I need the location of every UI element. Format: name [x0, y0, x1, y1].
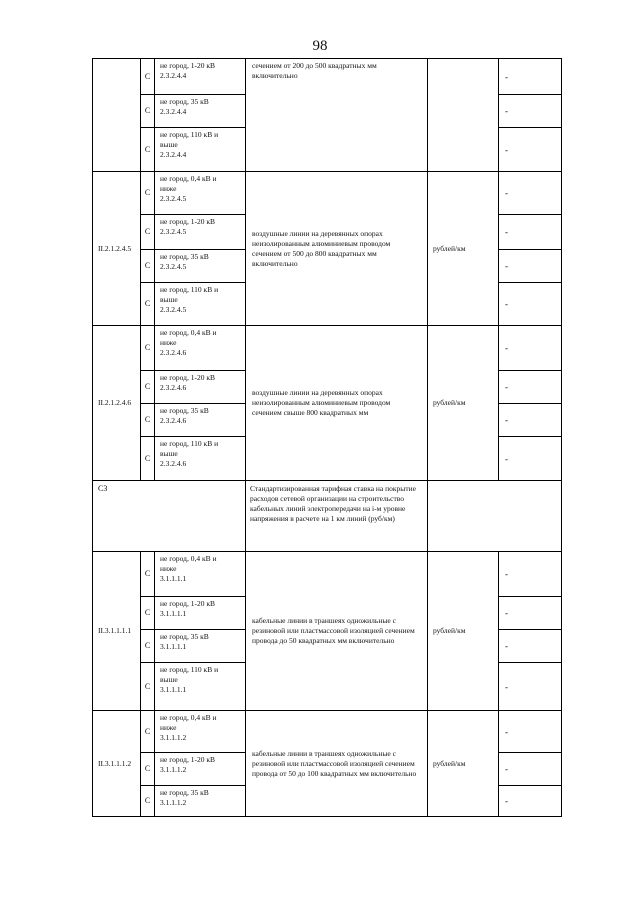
voltage-level: [155, 95, 246, 128]
line-description: кабельные линии в траншеях одножильные с резиновой или пластмассовой изоляцией сечением провода до 50 квадратных мм включительно: [246, 552, 428, 711]
voltage-line: не город, 1-20 кВ: [160, 61, 215, 70]
category-flag: С: [141, 95, 155, 128]
rate-value: -: [499, 250, 562, 283]
voltage-line: ниже: [160, 184, 177, 193]
rate-value: -: [499, 326, 562, 371]
voltage-line: не город, 1-20 кВ: [160, 755, 215, 764]
voltage-line: не город, 1-20 кВ: [160, 217, 215, 226]
voltage-level: [155, 597, 246, 630]
voltage-line: выше: [160, 675, 178, 684]
voltage-line: не город, 110 кВ и: [160, 130, 219, 139]
voltage-level: [155, 59, 246, 95]
category-flag: С: [141, 711, 155, 753]
voltage-line: ниже: [160, 338, 177, 347]
voltage-line: 2.3.2.4.6: [160, 416, 187, 425]
line-description: сечением от 200 до 500 квадратных мм включительно: [246, 59, 428, 172]
category-flag: С: [141, 371, 155, 404]
category-flag: С: [141, 753, 155, 786]
voltage-level: [155, 711, 246, 753]
category-flag: С: [141, 59, 155, 95]
voltage-line: 2.3.2.4.4: [160, 71, 187, 80]
rate-value: -: [499, 404, 562, 437]
voltage-line: не город, 35 кВ: [160, 788, 209, 797]
voltage-line: 3.1.1.1.2: [160, 765, 187, 774]
row-code: II.3.1.1.1.2: [93, 711, 141, 817]
section-empty-cell: [428, 481, 562, 552]
rate-value: -: [499, 283, 562, 326]
unit-of-measure: рублей/км: [428, 326, 499, 481]
voltage-line: не город, 35 кВ: [160, 97, 209, 106]
table-row: [93, 172, 562, 215]
voltage-level: [155, 172, 246, 215]
row-code: [93, 59, 141, 172]
voltage-line: 3.1.1.1.1: [160, 574, 187, 583]
rate-value: -: [499, 371, 562, 404]
line-description: кабельные линии в траншеях одножильные с резиновой или пластмассовой изоляцией сечением провода от 50 до 100 квадратных мм включительно: [246, 711, 428, 817]
unit-of-measure: рублей/км: [428, 552, 499, 711]
voltage-line: 2.3.2.4.5: [160, 262, 187, 271]
rate-value: -: [499, 711, 562, 753]
rate-value: -: [499, 630, 562, 663]
unit-of-measure: [428, 59, 499, 172]
rate-value: -: [499, 437, 562, 481]
voltage-line: 3.1.1.1.2: [160, 733, 187, 742]
tariff-table: [92, 58, 562, 817]
line-description: воздушные линии на деревянных опорах неизолированным алюминиевым проводом сечением свыше 800 квадратных мм: [246, 326, 428, 481]
section-code: С3: [93, 481, 246, 552]
rate-value: -: [499, 786, 562, 817]
rate-value: -: [499, 128, 562, 172]
category-flag: С: [141, 326, 155, 371]
voltage-level: [155, 630, 246, 663]
voltage-line: 3.1.1.1.2: [160, 798, 187, 807]
voltage-level: [155, 404, 246, 437]
page-number: 98: [312, 38, 328, 54]
category-flag: С: [141, 663, 155, 711]
rate-value: -: [499, 95, 562, 128]
voltage-level: [155, 371, 246, 404]
row-code: II.2.1.2.4.6: [93, 326, 141, 481]
voltage-line: не город, 0,4 кВ и: [160, 713, 217, 722]
voltage-line: 2.3.2.4.5: [160, 227, 187, 236]
rate-value: -: [499, 753, 562, 786]
voltage-level: [155, 753, 246, 786]
category-flag: С: [141, 597, 155, 630]
voltage-line: ниже: [160, 723, 177, 732]
voltage-line: 2.3.2.4.5: [160, 305, 187, 314]
unit-of-measure: рублей/км: [428, 172, 499, 326]
voltage-level: [155, 215, 246, 250]
voltage-line: выше: [160, 295, 178, 304]
rate-value: -: [499, 59, 562, 95]
voltage-line: 2.3.2.4.6: [160, 348, 187, 357]
category-flag: С: [141, 437, 155, 481]
voltage-level: [155, 786, 246, 817]
row-code: II.2.1.2.4.5: [93, 172, 141, 326]
line-description: воздушные линии на деревянных опорах неизолированным алюминиевым проводом сечением от 500 до 800 квадратных мм включительно: [246, 172, 428, 326]
voltage-line: 2.3.2.4.6: [160, 383, 187, 392]
voltage-level: [155, 326, 246, 371]
voltage-level: [155, 128, 246, 172]
voltage-line: не город, 35 кВ: [160, 252, 209, 261]
table-row: [93, 552, 562, 597]
voltage-line: не город, 35 кВ: [160, 632, 209, 641]
voltage-level: [155, 437, 246, 481]
rate-value: -: [499, 215, 562, 250]
rate-value: -: [499, 663, 562, 711]
rate-value: -: [499, 172, 562, 215]
table-row: [93, 59, 562, 95]
category-flag: С: [141, 786, 155, 817]
voltage-line: 2.3.2.4.5: [160, 194, 187, 203]
unit-of-measure: рублей/км: [428, 711, 499, 817]
table-row: [93, 711, 562, 753]
rate-value: -: [499, 597, 562, 630]
voltage-level: [155, 250, 246, 283]
voltage-line: не город, 0,4 кВ и: [160, 554, 217, 563]
category-flag: С: [141, 552, 155, 597]
voltage-line: не город, 110 кВ и: [160, 439, 219, 448]
voltage-line: 3.1.1.1.1: [160, 642, 187, 651]
voltage-line: 2.3.2.4.4: [160, 150, 187, 159]
voltage-level: [155, 663, 246, 711]
voltage-line: 2.3.2.4.6: [160, 459, 187, 468]
voltage-line: не город, 1-20 кВ: [160, 373, 215, 382]
voltage-line: 3.1.1.1.1: [160, 685, 187, 694]
voltage-line: 2.3.2.4.4: [160, 107, 187, 116]
voltage-level: [155, 552, 246, 597]
voltage-line: не город, 0,4 кВ и: [160, 328, 217, 337]
category-flag: С: [141, 250, 155, 283]
tariff-table-body: [93, 59, 562, 817]
voltage-line: ниже: [160, 564, 177, 573]
voltage-line: 3.1.1.1.1: [160, 609, 187, 618]
section-description: Стандартизированная тарифная ставка на покрытие расходов сетевой организации на строительство кабельных линий электропередачи на i-м уровне напряжения в расчете на 1 км линий (руб/км): [246, 481, 428, 552]
category-flag: С: [141, 404, 155, 437]
voltage-line: не город, 1-20 кВ: [160, 599, 215, 608]
voltage-line: не город, 110 кВ и: [160, 665, 219, 674]
section-header-row: [93, 481, 562, 552]
category-flag: С: [141, 630, 155, 663]
category-flag: С: [141, 128, 155, 172]
voltage-line: не город, 0,4 кВ и: [160, 174, 217, 183]
voltage-line: выше: [160, 449, 178, 458]
voltage-level: [155, 283, 246, 326]
category-flag: С: [141, 172, 155, 215]
rate-value: -: [499, 552, 562, 597]
voltage-line: не город, 35 кВ: [160, 406, 209, 415]
voltage-line: выше: [160, 140, 178, 149]
voltage-line: не город, 110 кВ и: [160, 285, 219, 294]
table-row: [93, 326, 562, 371]
category-flag: С: [141, 283, 155, 326]
category-flag: С: [141, 215, 155, 250]
row-code: II.3.1.1.1.1: [93, 552, 141, 711]
